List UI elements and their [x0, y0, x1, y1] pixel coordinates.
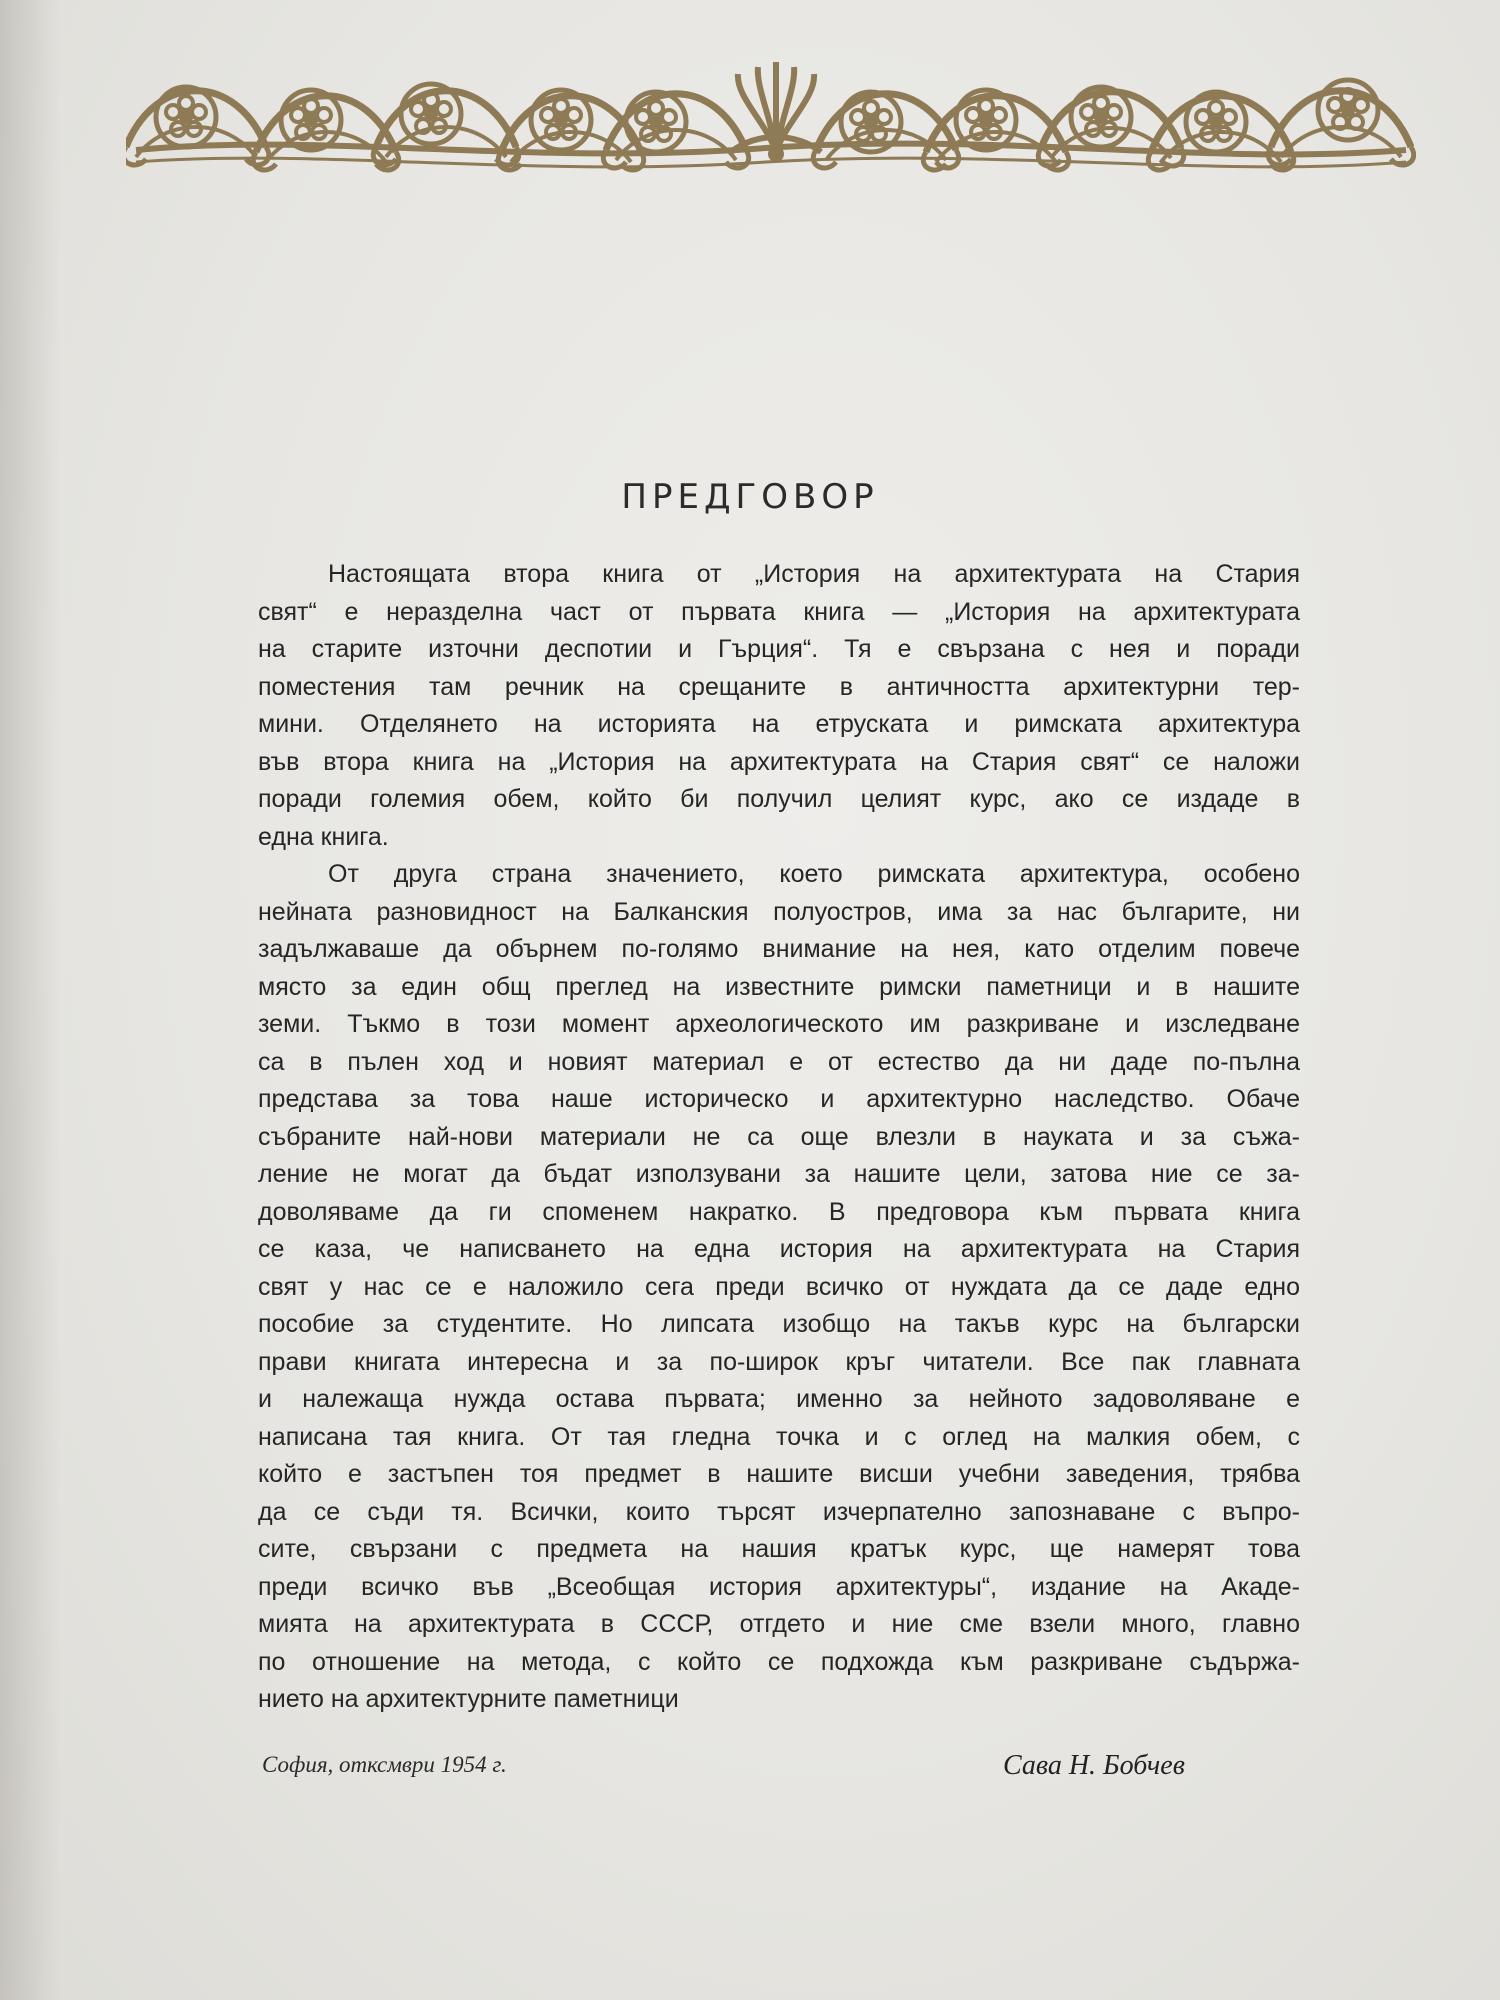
text-line: мини. Отделянето на историята на етруската и римската архитектура: [258, 710, 1300, 738]
text-line: задължаваше да обърнем по-голямо внимание на нея, като отделим повече: [258, 935, 1300, 963]
text-line: написана тая книга. От тая гледна точка и с оглед на малкия обем, с: [258, 1422, 1300, 1451]
text-line: свят“ е неразделна част от първата книга — „История на архитектурата: [258, 597, 1300, 626]
text-line: на старите източни деспотии и Гърция“. Тя е свързана с нея и поради: [258, 635, 1300, 663]
text-line: който е застъпен тоя предмет в нашите висши учебни заведения, трябва: [258, 1460, 1300, 1488]
text-line: във втора книга на „История на архитектурата на Стария свят“ се наложи: [258, 747, 1300, 776]
preface-body: [258, 556, 1300, 1719]
page-edge-shadow: [0, 0, 60, 2000]
page-title: ПРЕДГОВОР: [621, 477, 879, 517]
text-line: събраните най-нови материали не са още влезли в науката и за съжа-: [258, 1122, 1300, 1151]
text-line: От друга страна значението, което римската архитектура, особено: [328, 860, 1300, 888]
text-line: по отношение на метода, с който се подхожда към разкриване съдържа-: [258, 1647, 1300, 1676]
decorative-scroll-border-icon: [126, 62, 1416, 182]
text-line: поместения там речник на срещаните в античността архитектурни тер-: [258, 672, 1300, 701]
text-line: са в пълен ход и новият материал е от естество да ни даде по-пълна: [258, 1047, 1300, 1076]
text-line: нейната разновидност на Балканския полуостров, има за нас българите, ни: [258, 897, 1300, 926]
text-line: сите, свързани с предмета на нашия кратък курс, ще намерят това: [258, 1535, 1300, 1563]
text-line: място за един общ преглед на известните римски паметници и в нашите: [258, 972, 1300, 1001]
place-date: София, отксмври 1954 г.: [262, 1752, 507, 1777]
author-signature: Сава Н. Бобчев: [1003, 1750, 1185, 1781]
text-line: нието на архитектурните паметници: [258, 1685, 679, 1713]
text-line: мията на архитектурата в СССР, отгдето и ние сме взели много, главно: [258, 1610, 1300, 1638]
text-line: и належаща нужда остава първата; именно за нейното задоволяване е: [258, 1385, 1300, 1413]
text-line: преди всичко във „Всеобщая история архитектуры“, издание на Акаде-: [258, 1572, 1300, 1601]
text-line: Настоящата втора книга от „История на архитектурата на Стария: [328, 560, 1300, 588]
text-line: се каза, че написването на една история на архитектурата на Стария: [258, 1235, 1300, 1263]
text-line: поради големия обем, който би получил целият курс, ако се издаде в: [258, 785, 1300, 813]
text-line: свят у нас се е наложило сега преди всичко от нуждата да се даде едно: [258, 1272, 1300, 1301]
text-line: една книга.: [258, 822, 389, 851]
text-line: прави книгата интересна и за по-широк кръг читатели. Все пак главната: [258, 1347, 1300, 1376]
text-line: ление не могат да бъдат използувани за нашите цели, затова ние се за-: [258, 1160, 1300, 1188]
text-line: да се съди тя. Всички, които търсят изчерпателно запознаване с въпро-: [258, 1497, 1300, 1526]
text-line: пособие за студентите. Но липсата изобщо на такъв курс на български: [258, 1310, 1300, 1338]
text-line: земи. Тъкмо в този момент археологическото им разкриване и изследване: [258, 1010, 1300, 1038]
text-line: представа за това наше историческо и архитектурно наследство. Обаче: [258, 1085, 1300, 1113]
text-line: доволяваме да ги споменем накратко. В предговора към първата книга: [258, 1197, 1300, 1226]
